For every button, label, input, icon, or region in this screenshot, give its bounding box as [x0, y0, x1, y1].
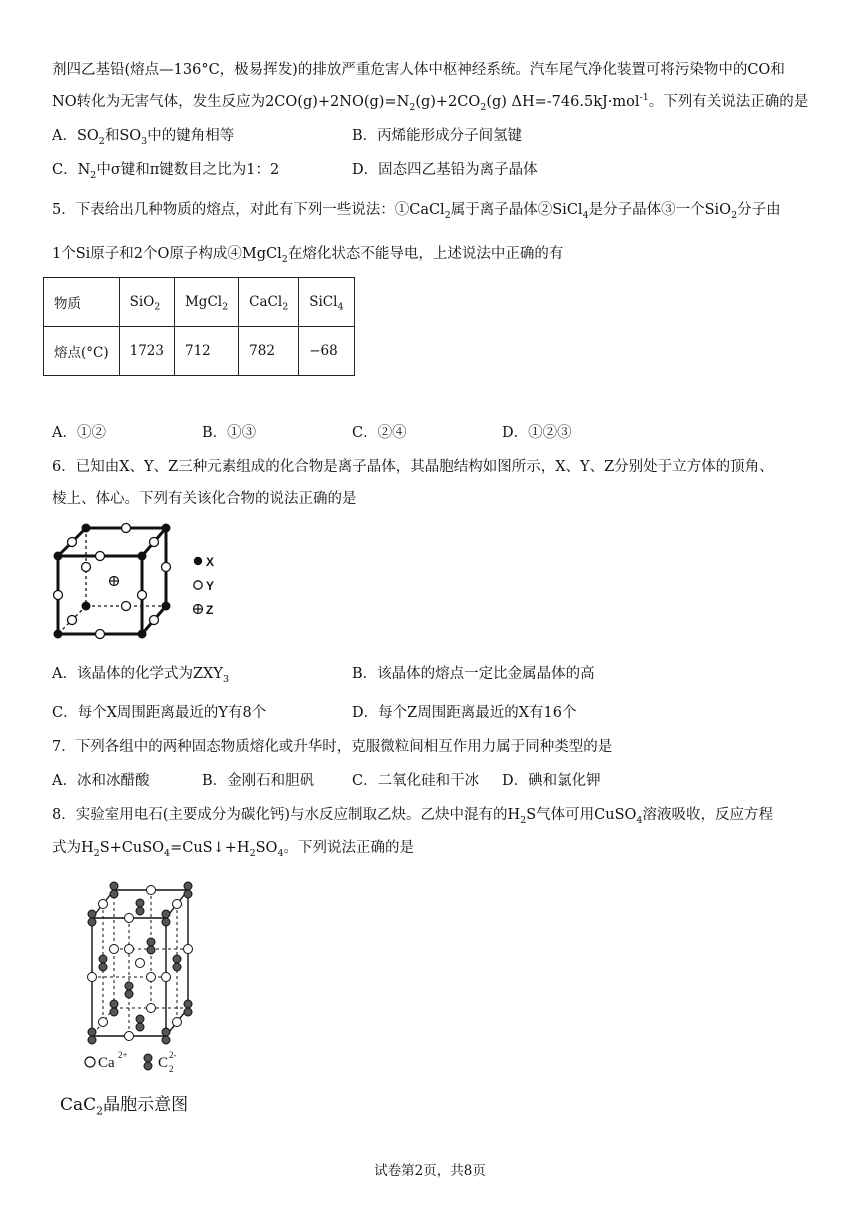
- cac2-crystal-cell-figure: [70, 876, 230, 1081]
- q7-line-1: 7．下列各组中的两种固态物质熔化或升华时，克服微粒间相互作用力属于同种类型的是: [52, 739, 613, 755]
- svg-text:2: 2: [169, 1064, 174, 1074]
- q6-line-1: 6．已知由X、Y、Z三种元素组成的化合物是离子晶体，其晶胞结构如图所示，X、Y、Z分别处于立方体的顶角、: [52, 459, 774, 475]
- figure-caption: CaC$_2$晶胞示意图: [60, 1095, 189, 1118]
- q8-line-2: 式为$H_2S+CuSO_4=CuS↓+H_2SO_4$。下列说法正确的是: [52, 840, 414, 859]
- table-cell-cacl2: CaCl$_2$: [239, 278, 299, 327]
- intro-line-2: NO转化为无害气体，发生反应为$2CO(g)+2NO(g)=N_2(g)+2CO_2(g)$ ΔH=-746.5kJ·mol$^{-1}$。下列有关说法正确的是: [52, 92, 809, 113]
- q4-option-c: C．$N_2$中σ键和π键数目之比为1：2: [52, 162, 280, 181]
- q5-option-c: C．②④: [352, 425, 407, 441]
- table-header-substance: 物质: [44, 278, 120, 327]
- intro-line-1: 剂四乙基铅(熔点—136°C，极易挥发)的排放严重危害人体中枢神经系统。汽车尾气净化装置可将污染物中的CO和: [52, 62, 785, 78]
- q6-option-a: A．该晶体的化学式为$ZXY_3$: [52, 666, 229, 685]
- q8-line-1: 8．实验室用电石(主要成分为碳化钙)与水反应制取乙炔。乙炔中混有的$H_2S$气体可用CuSO$_4$溶液吸收，反应方程: [52, 807, 773, 826]
- q6-option-c: C．每个X周围距离最近的Y有8个: [52, 705, 267, 721]
- q5-option-a: A．①②: [52, 425, 106, 441]
- xyz-crystal-cell-figure: [44, 516, 224, 646]
- svg-text:2-: 2-: [169, 1050, 177, 1060]
- q6-option-b: B．该晶体的熔点一定比金属晶体的高: [352, 666, 595, 682]
- table-value: −68: [299, 327, 354, 376]
- q6-option-d: D．每个Z周围距离最近的X有16个: [352, 705, 577, 721]
- table-row-substance: [44, 278, 355, 327]
- table-cell-mgcl2: MgCl$_2$: [174, 278, 238, 327]
- q7-option-a: A．冰和冰醋酸: [52, 773, 150, 789]
- legend-x: X: [206, 555, 215, 569]
- table-row-melting-point: [44, 327, 355, 376]
- q5-line-2: 1个Si原子和2个O原子构成④MgCl$_2$在熔化状态不能导电，上述说法中正确的有: [52, 246, 564, 265]
- q7-option-c: C．二氧化硅和干冰: [352, 773, 480, 789]
- q4-option-d: D．固态四乙基铅为离子晶体: [352, 162, 538, 178]
- legend-c2: C: [158, 1055, 169, 1071]
- table-value: 1723: [119, 327, 174, 376]
- table-value: 712: [174, 327, 238, 376]
- melting-point-table: [43, 277, 355, 376]
- table-value: 782: [239, 327, 299, 376]
- table-header-melting-point: 熔点(°C): [44, 327, 120, 376]
- svg-text:2+: 2+: [118, 1050, 128, 1060]
- table-cell-sio2: SiO$_2$: [119, 278, 174, 327]
- q7-option-b: B．金刚石和胆矾: [202, 773, 315, 789]
- q7-option-d: D．碘和氯化钾: [502, 773, 601, 789]
- q6-line-2: 棱上、体心。下列有关该化合物的说法正确的是: [52, 491, 357, 507]
- q5-option-d: D．①②③: [502, 425, 572, 441]
- legend-z: Z: [206, 603, 214, 617]
- q5-option-b: B．①③: [202, 425, 257, 441]
- legend-ca: Ca: [98, 1055, 115, 1071]
- legend-y: Y: [206, 579, 215, 593]
- q4-option-b: B．丙烯能形成分子间氢键: [352, 128, 523, 144]
- q4-option-a: A．$SO_2$和$SO_3$中的键角相等: [52, 128, 235, 147]
- table-cell-sicl4: SiCl$_4$: [299, 278, 354, 327]
- q5-line-1: 5．下表给出几种物质的熔点，对此有下列一些说法：①CaCl$_2$属于离子晶体②SiCl$_4$是分子晶体③一个SiO$_2$分子由: [52, 202, 781, 221]
- page-footer: 试卷第2页，共8页: [374, 1163, 486, 1179]
